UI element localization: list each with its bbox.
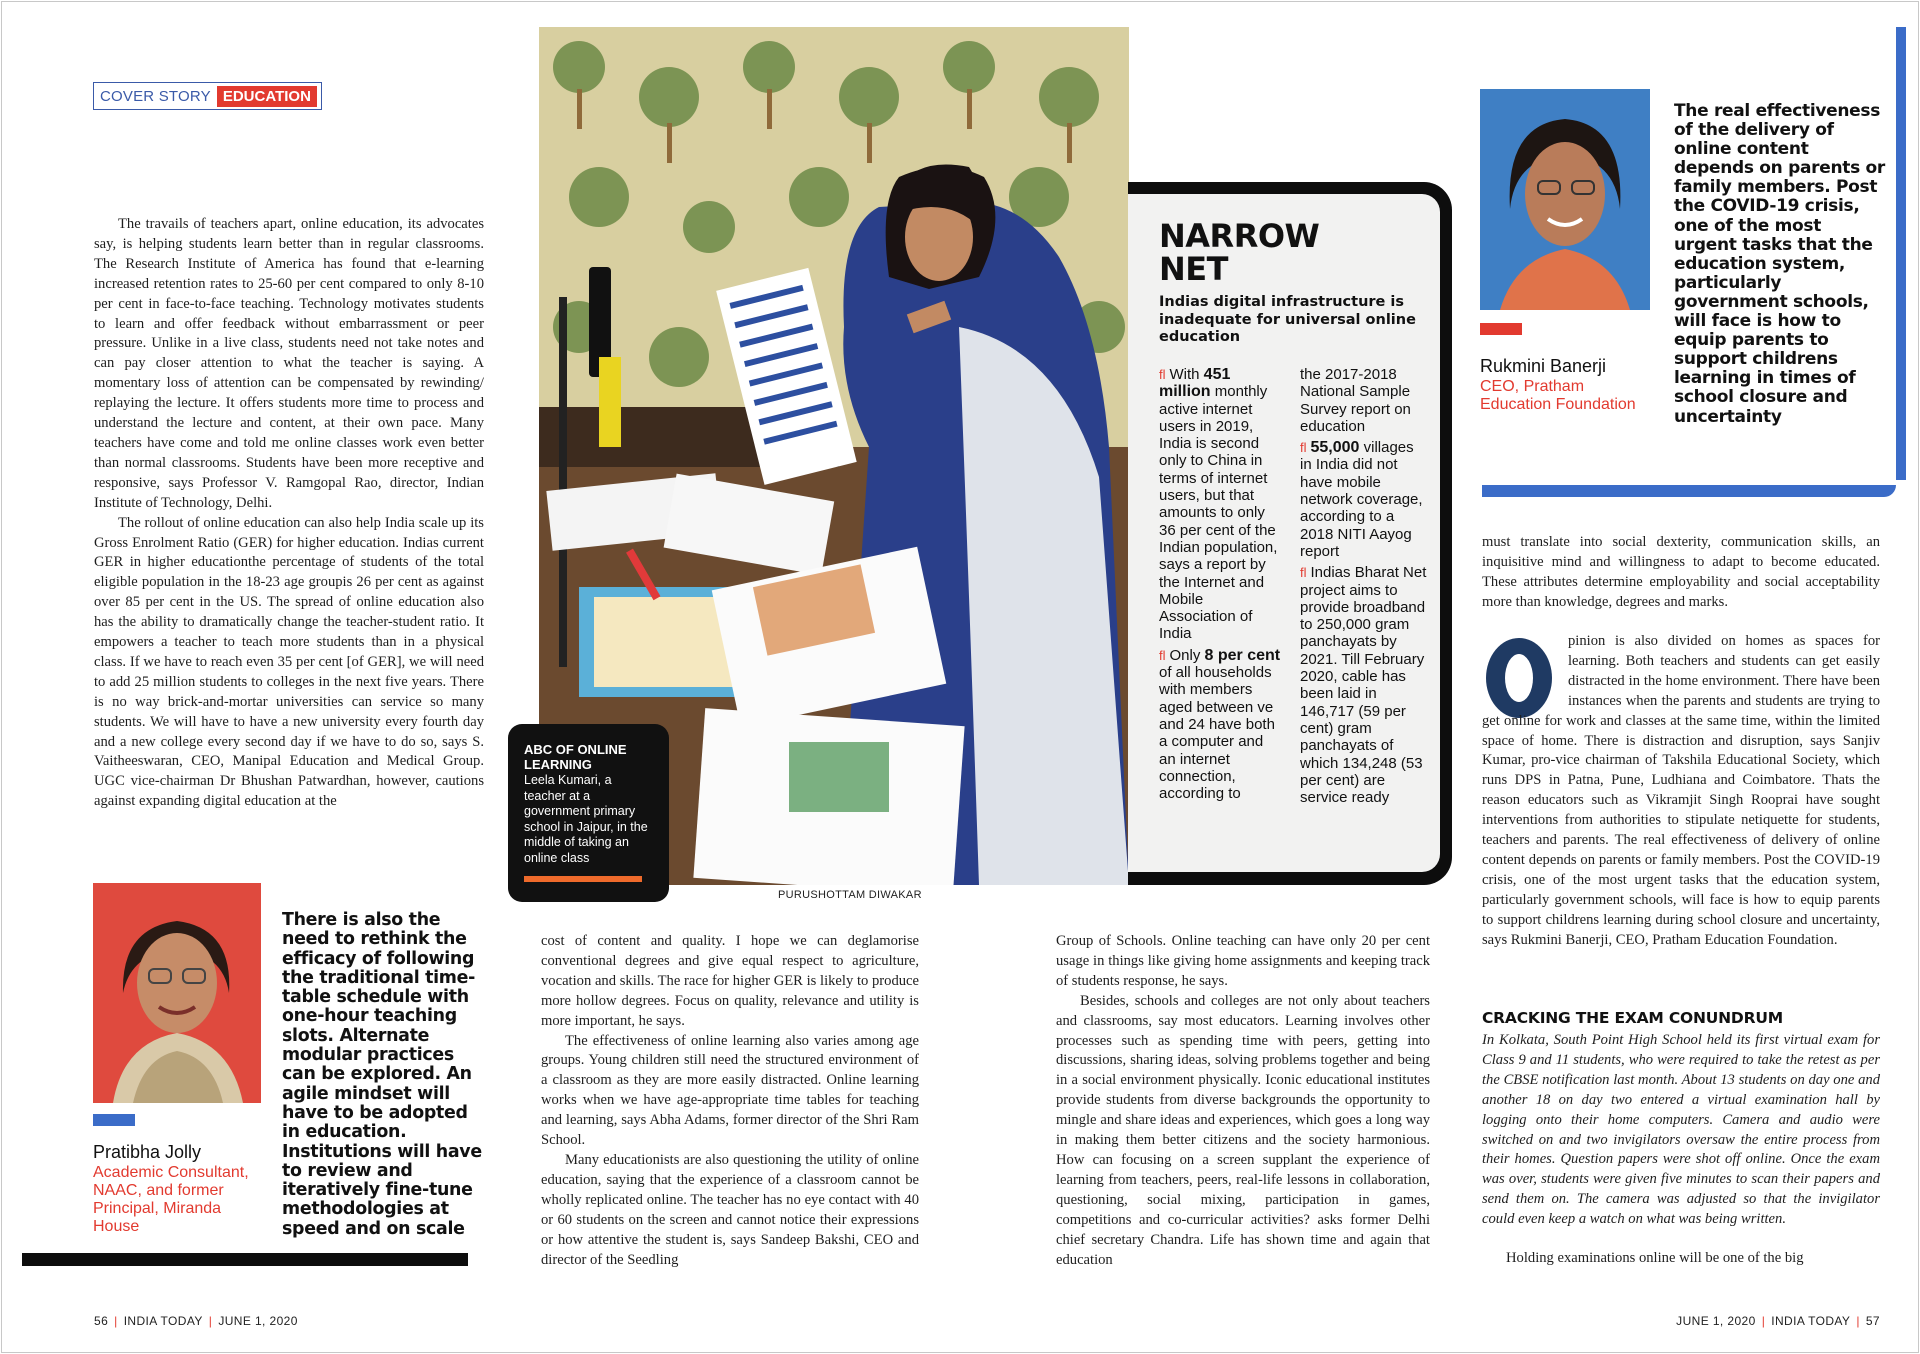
publication-left: INDIA TODAY xyxy=(123,1314,203,1328)
column-1 xyxy=(94,215,484,812)
fact-text: Only xyxy=(1169,646,1205,664)
pratibha-name: Pratibha Jolly xyxy=(93,1142,202,1162)
col2-paragraph-2: The effectiveness of online learning also varies among age groups. Young children still need the structured environment of a classroom as they are more easily distracted. Online learning works when we have age-appropriate time tables for teaching and learning, says Abha Adams, former director of the Shri Ram School. xyxy=(541,1032,919,1149)
kicker-education: EDUCATION xyxy=(217,86,317,107)
col3-paragraph-2: Besides, schools and colleges are not only about teachers and classrooms, say most educators. Learning involves other processes such as spending time with peers, getting into discussions, sharing ideas, solving problems together and being in a social environment physically. Iconic educational institutes provide students from diverse backgrounds the opportunity to mingle and share ideas and experiences, which goes a long way in making them better citizens and the society harmonious. How can focusing on a screen supplant the experience of learning from teachers, peers, real-life lessons in collaboration, questioning, social mixing, participation in games, competitions and co-curricular activities? asks former Delhi chief secretary Chandra. Life has shown time and again that education xyxy=(1056,992,1430,1268)
photo-credit: PURUSHOTTAM DIWAKAR xyxy=(778,889,922,901)
bullet-glyph: fl xyxy=(1159,367,1166,382)
portrait-illustration xyxy=(1480,89,1650,310)
col3-paragraph-1: Group of Schools. Online teaching can have only 20 per cent usage in things like giving home assignments and keeping track of students response, he says. xyxy=(1056,933,1430,989)
rukmini-banerji-photo xyxy=(1480,89,1650,310)
column-2 xyxy=(541,932,919,1270)
dropcap-space xyxy=(1482,632,1568,710)
blue-frame-right xyxy=(1896,27,1906,480)
column-3 xyxy=(1056,932,1430,1270)
rukmini-red-chip xyxy=(1480,323,1522,335)
fact-text: of all households with members aged between ve and 24 have both a computer and an internet connection, according to xyxy=(1159,664,1275,803)
column-4-italic: In Kolkata, South Point High School held its first virtual exam for Class 9 and 11 students, who were required to take the retest as per the CBSE notification last month. About 13 students on day one and another 18 on day two entered a virtual examination hall by logging onto their home computers. Camera and audio were switched on and two invigilators oversaw the entire process from their homes. Question papers were shot off online. Once the exam was over, students were given five minutes to scan their papers and send them on. The camera was adjusted so that the invigilator could even keep a watch on what was being written. xyxy=(1482,1032,1880,1228)
photo-caption xyxy=(508,724,669,902)
pratibha-blue-chip xyxy=(93,1114,135,1126)
caption-text: Leela Kumari, a teacher at a government primary school in Jaipur, in the middle of taking an online class xyxy=(524,773,648,865)
folio-separator: | xyxy=(114,1314,118,1328)
portrait-illustration xyxy=(93,883,261,1103)
date-right: JUNE 1, 2020 xyxy=(1676,1314,1756,1328)
narrow-net-title xyxy=(1159,217,1320,288)
net-fact xyxy=(1159,647,1281,803)
narrow-net-left-column xyxy=(1159,366,1281,806)
folio-separator: | xyxy=(1761,1314,1766,1328)
bullet-glyph: fl xyxy=(1300,565,1307,581)
net-fact-continued: the 2017-2018 National Sample Survey report on education xyxy=(1300,366,1411,435)
col2-paragraph-1: cost of content and quality. I hope we can deglamorise conventional degrees and give equal respect to agriculture, vocation and skills. The race for higher GER is likely to produce more hollow degrees. Focus on quality, relevance and utility is more important, he says. xyxy=(541,933,919,1029)
black-rule xyxy=(22,1253,468,1266)
col4-last-paragraph: Holding examinations online will be one of the big xyxy=(1506,1250,1804,1266)
col4-opinion-text: pinion is also divided on homes as spaces for learning. Both teachers and students can get easily distracted in the home environment. There have been instances when the parents and students are trying to get online for work and classes at the same time, within the limited space of home. There is distraction and disruption, says Sanjiv Kumar, pro-vice chairman of Takshila Educational Society, which runs DPS in Patna, Pune, Ludhiana and Coimbatore. Thats the reason educators such as Vikramjit Singh Rooprai have sought interventions from authorities to stipulate netiquette for students, teachers and parents. The real effectiveness of delivery of online content depends on parents or family members. Post the COVID-19 crisis, one of the most urgent tasks that the education system, particularly government schools, will face is how to equip parents to support childrens learning during school closure and uncertainty, says Rukmini Banerji, CEO, Pratham Education Foundation. xyxy=(1482,633,1880,948)
column-4-opinion xyxy=(1482,632,1880,951)
rukmini-name: Rukmini Banerji xyxy=(1480,356,1607,376)
folio-separator: | xyxy=(1856,1314,1860,1328)
rukmini-quote: The real effectiveness of the delivery of online content depends on parents or family members. Post the COVID-19 crisis, one of the most urgent tasks that the education system, particularly government schools, will face is how to equip parents to support childrens learning in times of school closure and uncertainty xyxy=(1674,101,1885,427)
narrow-net-subtitle: Indias digital infrastructure is inadequate for universal online education xyxy=(1159,294,1416,345)
narrow-net-title-line2: NET xyxy=(1159,250,1228,288)
blue-frame-bottom xyxy=(1482,485,1896,497)
section-heading: CRACKING THE EXAM CONUNDRUM xyxy=(1482,1009,1783,1027)
bullet-glyph: fl xyxy=(1300,440,1307,456)
column-4-last xyxy=(1482,1249,1880,1269)
pratibha-quote: There is also the need to rethink the efficacy of following the traditional time-table schedule with one-hour teaching slots. Alternate modular practices can be explored. An agile mindset will have to be adopted in education. Institutions will have to review and iteratively fine-tune methodologies at speed and on scale xyxy=(282,910,482,1239)
section-kicker xyxy=(93,82,322,110)
pratibha-title: Academic Consultant, NAAC, and former Principal, Miranda House xyxy=(93,1164,249,1235)
pratibha-jolly-photo xyxy=(93,883,261,1103)
col1-paragraph-1: The travails of teachers apart, online education, its advocates say, is helping students learn better than in regular classrooms. The Research Institute of America has found that e-learning increased retention rates to 25-60 per cent compared to only 8-10 per cent in face-to-face teaching. Technology motivates students to learn and offer feedback without embarrassment or peer pressure. Unlike in a live class, students need not take notes and can pay closer attention to what the teacher is saying. A momentary loss of attention can be compensated by rewinding/ replaying the lecture. It offers students more time to process and understand the lecture and content, at their own pace. Many teachers have come and told me online classes work even better than normal classrooms. Students have been more receptive and responsive, says Professor V. Ramgopal Rao, director, Indian Institute of Technology, Delhi. xyxy=(94,216,484,511)
bullet-glyph: fl xyxy=(1159,647,1166,663)
column-4-top: must translate into social dexterity, communication skills, an inquisitive mind and willingness to adapt to become educated. These attributes determine employability and social acceptability more than knowledge, degrees and marks. xyxy=(1482,534,1880,610)
publication-right: INDIA TODAY xyxy=(1771,1314,1851,1328)
page-number-left: 56 xyxy=(94,1314,109,1328)
folio-separator: | xyxy=(208,1314,213,1328)
net-fact xyxy=(1300,564,1428,806)
caption-orange-bar xyxy=(524,876,642,882)
fact-text: monthly active internet users in 2019, India is second only to China in terms of internet users, but that amounts to only 36 per cent of the Indian population, says a report by the Internet and Mobile Association of India xyxy=(1159,383,1278,643)
kicker-cover-story: COVER STORY xyxy=(100,87,211,105)
folio-left xyxy=(94,1314,298,1328)
net-fact xyxy=(1159,366,1281,643)
folio-right xyxy=(1676,1314,1880,1328)
fact-highlight: 55,000 xyxy=(1310,439,1360,457)
col1-paragraph-2: The rollout of online education can also help India scale up its Gross Enrolment Ratio (GER) for higher education. Indias current GER in higher educationthe percentage of students of the total eligible population in the 18-23 age groupis 26 per cent as against over 85 per cent in the US. The spread of online education also has the ability to dramatically change the teacher-student ratio. It empowers a teacher to teach more students than in a physical class. If we have to reach even 35 per cent [of GER], we will need to add 25 million students to colleges in the next five years. There is no way brick-and-mortar universities can service so many students. We will have to have a new university every fourth day and a new college every second day if we have to do so, says S. Vaitheeswaran, CEO, Manipal Education and Medical Group. UGC vice-chairman Dr Bhushan Patwardhan, however, cautions against expanding digital education at the xyxy=(94,514,484,810)
rukmini-title: CEO, Pratham Education Foundation xyxy=(1480,378,1636,413)
narrow-net-title-line1: NARROW xyxy=(1159,217,1320,255)
fact-text: villages in India did not have mobile network coverage, according to a 2018 NITI Aayog report xyxy=(1300,439,1423,560)
fact-text: With xyxy=(1169,366,1204,383)
page-number-right: 57 xyxy=(1865,1314,1880,1328)
fact-highlight: 451 million xyxy=(1159,366,1231,401)
caption-title: ABC OF ONLINE LEARNING xyxy=(524,742,627,772)
fact-highlight: 8 per cent xyxy=(1204,646,1281,664)
net-fact xyxy=(1300,439,1428,560)
col2-paragraph-3: Many educationists are also questioning the utility of online education, saying that the experience of a classroom cannot be wholly replicated online. The teacher has no eye contact with 40 or 60 students on the screen and cannot notice their expressions or how attentive the student is, says Sandeep Bakshi, CEO and director of the Seedling xyxy=(541,1151,919,1268)
fact-text: Indias Bharat Net project aims to provide broadband to 250,000 gram panchayats by 2021. Till February 2020, cable has been laid in 146,717 (59 per cent) gram panchayats of which 134,248 (53 per cent) are service ready xyxy=(1300,564,1427,807)
date-left: JUNE 1, 2020 xyxy=(218,1314,298,1328)
narrow-net-right-column xyxy=(1300,366,1428,810)
